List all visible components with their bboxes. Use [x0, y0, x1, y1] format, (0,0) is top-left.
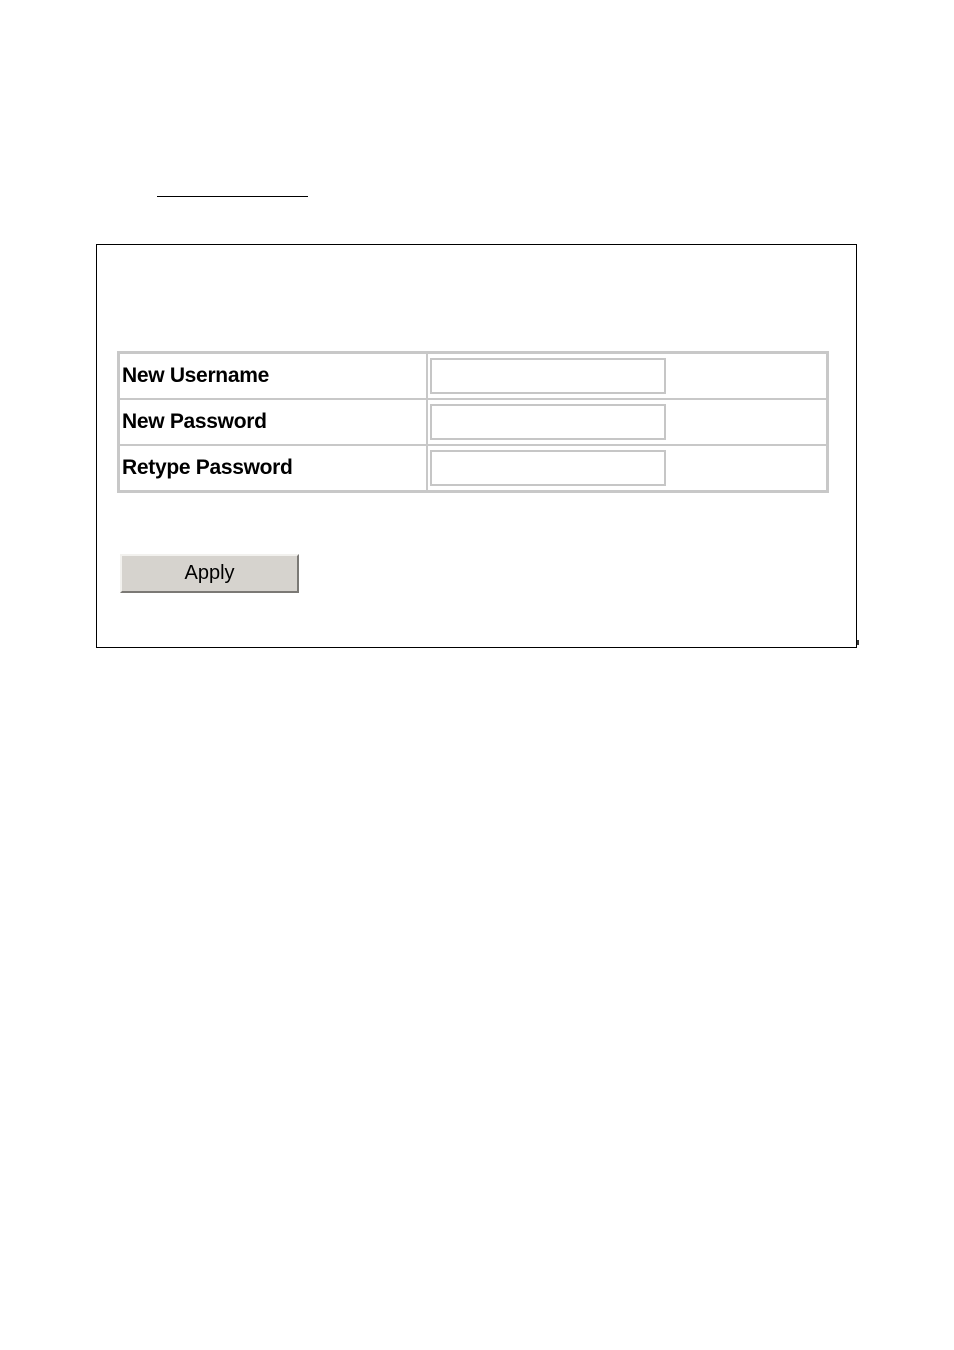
input-cell — [427, 353, 827, 399]
new-password-input[interactable] — [430, 404, 666, 440]
table-row — [119, 353, 827, 399]
retype-password-input[interactable] — [430, 450, 666, 486]
heading-underline — [157, 196, 308, 197]
apply-button[interactable]: Apply — [120, 554, 299, 593]
table-row — [119, 445, 827, 491]
input-cell — [427, 445, 827, 491]
settings-panel — [96, 244, 857, 648]
new-password-label: New Password — [119, 399, 427, 445]
table-row — [119, 399, 827, 445]
new-username-input[interactable] — [430, 358, 666, 394]
credentials-table — [117, 351, 829, 493]
input-cell — [427, 399, 827, 445]
new-username-label: New Username — [119, 353, 427, 399]
frame-corner-mark — [857, 640, 859, 645]
retype-password-label: Retype Password — [119, 445, 427, 491]
